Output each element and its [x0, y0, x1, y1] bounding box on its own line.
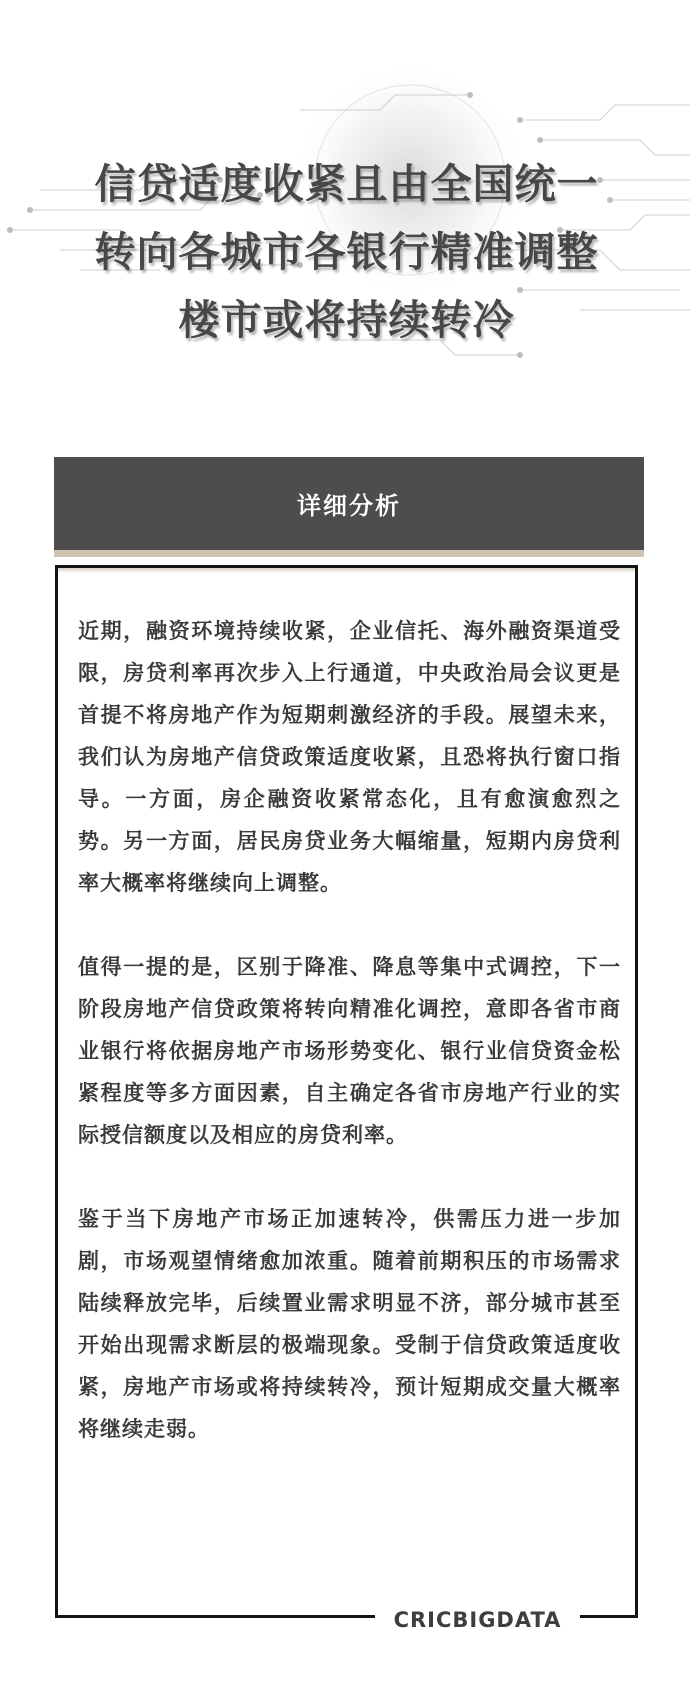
- header-banner: [0, 0, 693, 420]
- paragraph-3: 鉴于当下房地产市场正加速转冷，供需压力进一步加剧，市场观望情绪愈加浓重。随着前期积压的市场需求陆续释放完毕，后续置业需求明显不济，部分城市甚至开始出现需求断层的极端现象。受制于信贷政策适度收紧，房地产市场或将持续转冷，预计短期成交量大概率将继续走弱。: [78, 1207, 621, 1441]
- brand-label: CRICBIGDATA: [393, 1608, 562, 1632]
- title-line-2: 转向各城市各银行精准调整: [94, 228, 599, 276]
- box-top-shadow: [58, 568, 635, 573]
- section-header: [54, 457, 644, 550]
- footer-brand: [375, 1600, 580, 1640]
- section-title: 详细分析: [297, 492, 401, 520]
- paragraph-1: 近期，融资环境持续收紧，企业信托、海外融资渠道受限，房贷利率再次步入上行通道，中央政治局会议更是首提不将房地产作为短期刺激经济的手段。展望未来，我们认为房地产信贷政策适度收紧，且恐将执行窗口指导。一方面，房企融资收紧常态化，且有愈演愈烈之势。另一方面，居民房贷业务大幅缩量，短期内房贷利率大概率将继续向上调整。: [78, 619, 621, 895]
- page-title: [0, 150, 693, 354]
- title-line-3: 楼市或将持续转冷: [178, 296, 515, 344]
- analysis-box: [55, 565, 638, 1618]
- analysis-text: [78, 610, 621, 1492]
- title-line-1: 信贷适度收紧且由全国统一: [94, 160, 599, 208]
- paragraph-2: 值得一提的是，区别于降准、降息等集中式调控，下一阶段房地产信贷政策将转向精准化调控，意即各省市商业银行将依据房地产市场形势变化、银行业信贷资金松紧程度等多方面因素，自主确定各省市房地产行业的实际授信额度以及相应的房贷利率。: [78, 955, 621, 1147]
